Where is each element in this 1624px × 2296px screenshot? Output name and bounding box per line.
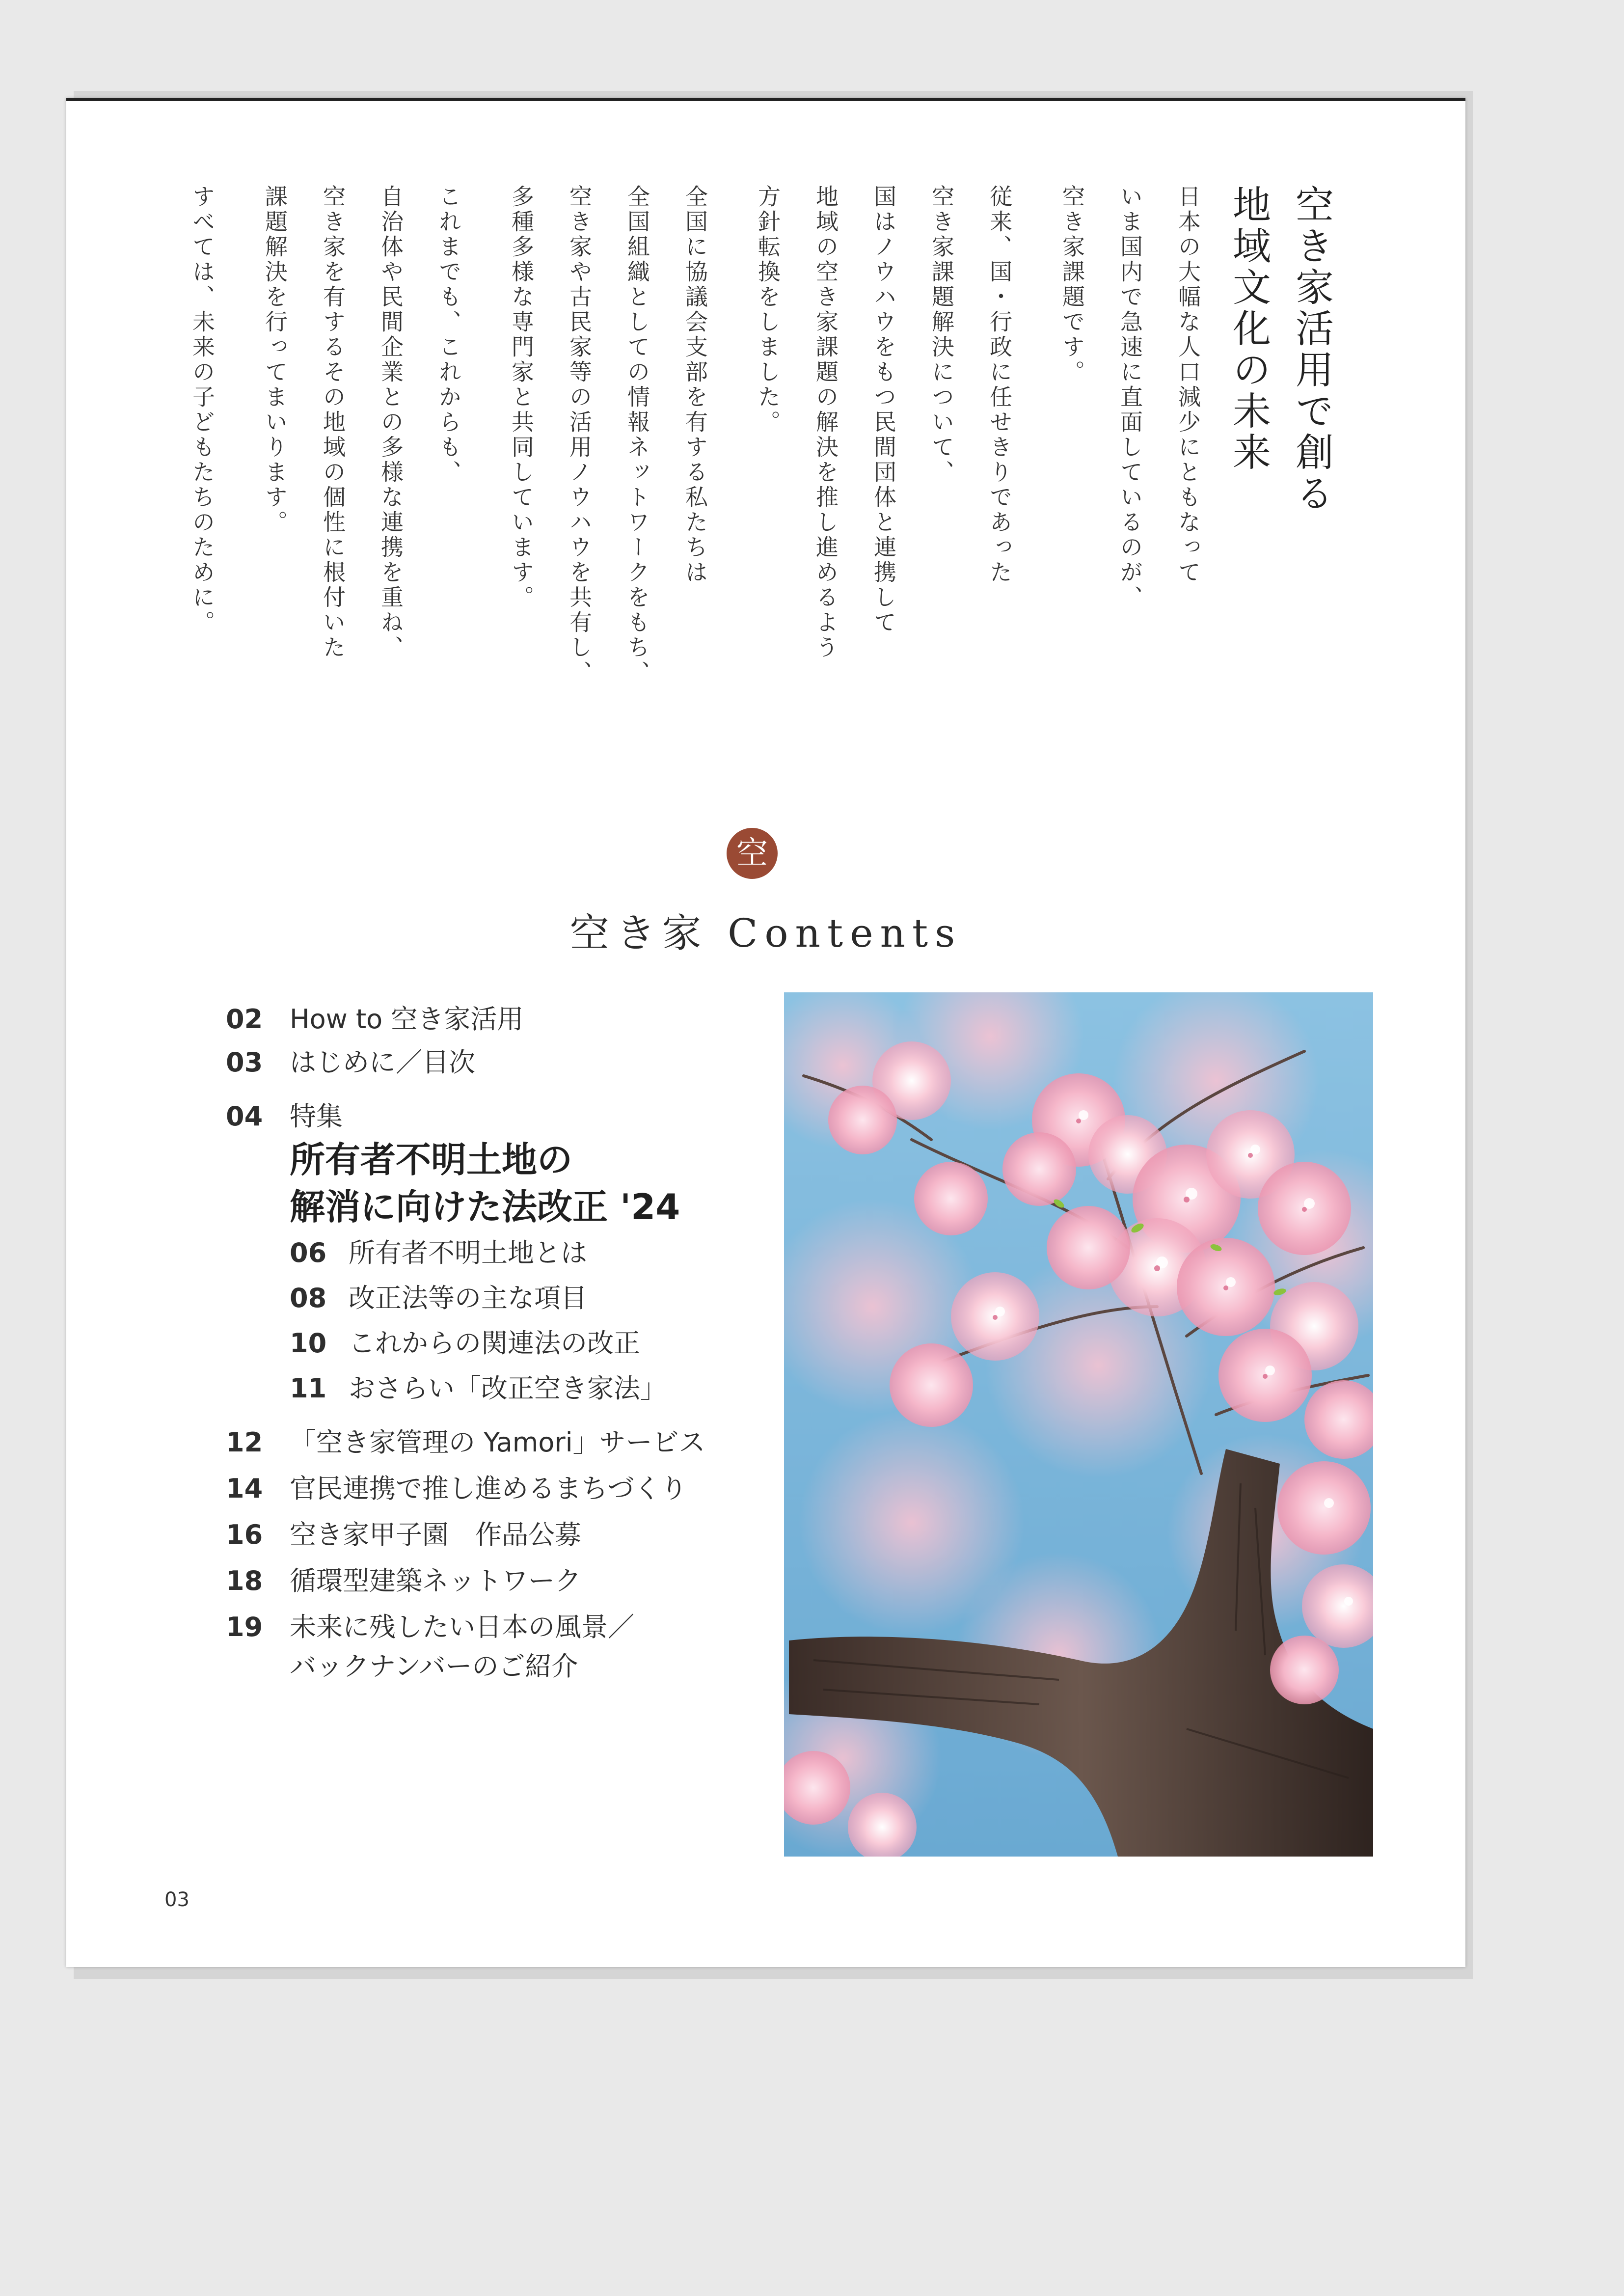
essay-line: 自治体や民間企業との多様な連携を重ね、 [378, 185, 404, 660]
toc-item[interactable] [226, 1561, 815, 1601]
essay-title-line: 空き家活用で創る [1289, 185, 1333, 515]
toc-label: 「空き家管理の Yamori」サービス [290, 1427, 705, 1458]
toc-page-number: 18 [226, 1565, 263, 1596]
toc-item-feature[interactable] [226, 1097, 815, 1136]
essay-line: 空き家や古民家等の活用ノウハウを共有し、 [566, 185, 593, 685]
toc-label: 所有者不明土地とは [349, 1237, 587, 1268]
toc-subitem[interactable] [290, 1279, 815, 1318]
toc-page-number: 12 [226, 1427, 263, 1458]
essay-paragraph [492, 185, 724, 921]
toc-item[interactable] [226, 1043, 815, 1082]
toc-item[interactable] [226, 1515, 815, 1555]
essay-body [173, 185, 1217, 921]
toc-page-number: 03 [226, 1047, 263, 1078]
cherry-blossom-illustration [784, 992, 1373, 1857]
toc-label: はじめに／目次 [290, 1047, 475, 1078]
toc-label: 未来に残したい日本の風景／ [290, 1612, 634, 1642]
toc-label: これからの関連法の改正 [349, 1328, 640, 1359]
essay-line: 方針転換をしました。 [755, 185, 781, 435]
toc-label: 空き家甲子園 作品公募 [290, 1519, 581, 1550]
toc-page-number: 11 [290, 1373, 327, 1404]
toc-label: 官民連携で推し進めるまちづくり [290, 1473, 687, 1504]
toc-label-continuation: バックナンバーのご紹介 [290, 1651, 578, 1682]
essay-line: 国はノウハウをもつ民間団体と連携して [870, 185, 897, 635]
essay-line: 多種多様な専門家と共同しています。 [508, 185, 535, 610]
toc-item[interactable] [226, 1469, 815, 1508]
toc-label: How to 空き家活用 [290, 1004, 524, 1035]
toc-page-number: 08 [290, 1283, 327, 1313]
essay-line: すべては、未来の子どもたちのために。 [189, 185, 216, 635]
toc-label: おさらい「改正空き家法」 [349, 1373, 667, 1404]
toc-page-number: 16 [226, 1519, 263, 1550]
essay-line: 従来、国・行政に任せきりであった [986, 185, 1013, 585]
sora-emblem-icon: 空 [727, 828, 778, 879]
toc-page-number: 06 [290, 1237, 327, 1268]
essay-paragraph [246, 185, 478, 921]
feature-title-line: 所有者不明土地の [290, 1139, 573, 1180]
toc-label: 改正法等の主な項目 [349, 1283, 587, 1313]
toc-subitem[interactable] [290, 1369, 815, 1408]
essay-line: 全国組織としての情報ネットワークをもち、 [624, 185, 650, 685]
essay-line: 地域の空き家課題の解決を推し進めるよう [812, 185, 839, 660]
essay-title [1217, 185, 1343, 902]
essay-paragraph [739, 185, 1029, 921]
toc-page-number: 10 [290, 1328, 327, 1359]
toc-subitem[interactable] [290, 1233, 815, 1273]
essay-paragraph [173, 185, 231, 921]
essay-paragraph [1043, 185, 1217, 921]
intro-essay [189, 185, 1343, 921]
essay-line: 全国に協議会支部を有する私たちは [682, 185, 708, 585]
toc-item[interactable] [226, 1423, 815, 1462]
essay-line: いま国内で急速に直面しているのが、 [1117, 185, 1143, 610]
feature-title-line: 解消に向けた法改正 '24 [290, 1186, 680, 1228]
toc-page-number: 14 [226, 1473, 263, 1504]
essay-line: 課題解決を行ってまいります。 [262, 185, 288, 535]
contents-heading: 空き家 Contents [569, 910, 962, 956]
toc-label: 循環型建築ネットワーク [290, 1565, 581, 1596]
toc-page-number: 19 [226, 1612, 263, 1642]
toc-page-number: 02 [226, 1004, 263, 1035]
magazine-page [66, 98, 1465, 1967]
essay-line: 日本の大幅な人口減少にともなって [1175, 185, 1201, 585]
toc-subitem[interactable] [290, 1324, 815, 1363]
cherry-blossom-photo [784, 992, 1373, 1857]
toc-item[interactable] [226, 1608, 815, 1647]
essay-line: これまでも、これからも、 [435, 185, 462, 485]
toc-label: 特集 [290, 1101, 343, 1132]
essay-line: 空き家課題解決について、 [928, 185, 955, 485]
toc-page-number: 04 [226, 1101, 263, 1132]
essay-line: 空き家を有するその地域の個性に根付いた [320, 185, 346, 660]
table-of-contents [226, 1000, 815, 1686]
feature-title [290, 1136, 815, 1230]
toc-item[interactable] [226, 1000, 815, 1039]
essay-line: 空き家課題です。 [1059, 185, 1085, 385]
essay-title-line: 地域文化の未来 [1226, 185, 1271, 473]
page-number: 03 [164, 1888, 189, 1911]
